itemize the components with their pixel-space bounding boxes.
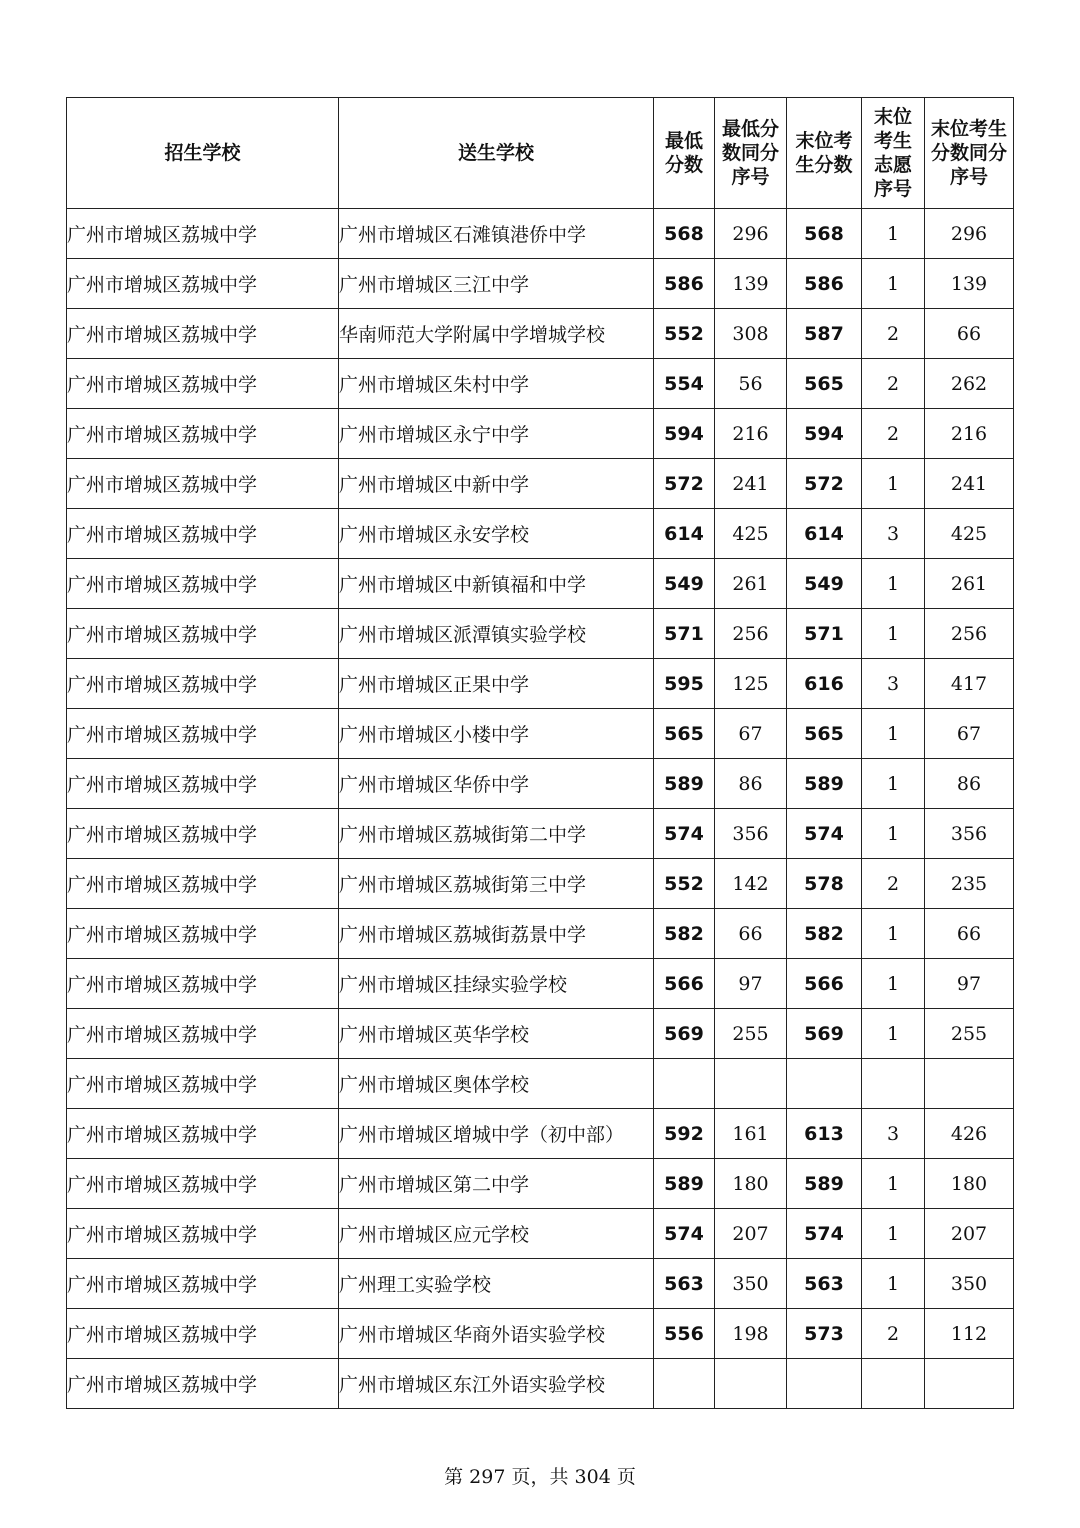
table-row	[67, 909, 1014, 959]
min-score-cell: 592	[654, 1109, 715, 1159]
last-choice-rank-cell: 1	[862, 1009, 925, 1059]
last-choice-rank-cell: 3	[862, 659, 925, 709]
last-score-rank-cell: 261	[925, 559, 1014, 609]
last-choice-rank-cell: 1	[862, 459, 925, 509]
last-choice-rank-cell: 1	[862, 759, 925, 809]
table-header-row	[67, 98, 1014, 209]
table-row	[67, 809, 1014, 859]
sending-school-cell: 广州市增城区永宁中学	[339, 409, 654, 459]
enroll-school-cell: 广州市增城区荔城中学	[67, 659, 339, 709]
table-row	[67, 659, 1014, 709]
min-score-rank-cell: 255	[715, 1009, 787, 1059]
last-choice-rank-cell: 3	[862, 1109, 925, 1159]
enroll-school-cell: 广州市增城区荔城中学	[67, 359, 339, 409]
last-score-rank-cell: 350	[925, 1259, 1014, 1309]
min-score-rank-cell: 425	[715, 509, 787, 559]
min-score-rank-cell: 142	[715, 859, 787, 909]
last-score-cell: 586	[787, 259, 862, 309]
table-row	[67, 1159, 1014, 1209]
admission-table	[66, 97, 1014, 1409]
enroll-school-cell: 广州市增城区荔城中学	[67, 1009, 339, 1059]
header-enroll-school: 招生学校	[67, 98, 339, 209]
min-score-cell: 595	[654, 659, 715, 709]
enroll-school-cell: 广州市增城区荔城中学	[67, 1109, 339, 1159]
min-score-rank-cell: 350	[715, 1259, 787, 1309]
last-choice-rank-cell: 1	[862, 259, 925, 309]
last-score-cell: 565	[787, 709, 862, 759]
last-choice-rank-cell: 2	[862, 409, 925, 459]
last-score-cell: 549	[787, 559, 862, 609]
last-score-rank-cell: 241	[925, 459, 1014, 509]
enroll-school-cell: 广州市增城区荔城中学	[67, 509, 339, 559]
min-score-rank-cell: 198	[715, 1309, 787, 1359]
last-score-cell	[787, 1059, 862, 1109]
sending-school-cell: 广州市增城区永安学校	[339, 509, 654, 559]
min-score-cell: 594	[654, 409, 715, 459]
min-score-cell: 571	[654, 609, 715, 659]
sending-school-cell: 广州市增城区增城中学（初中部）	[339, 1109, 654, 1159]
min-score-rank-cell: 125	[715, 659, 787, 709]
enroll-school-cell: 广州市增城区荔城中学	[67, 959, 339, 1009]
min-score-rank-cell: 180	[715, 1159, 787, 1209]
last-score-rank-cell: 139	[925, 259, 1014, 309]
min-score-rank-cell: 161	[715, 1109, 787, 1159]
header-min-score: 最低 分数	[654, 98, 715, 209]
min-score-rank-cell: 86	[715, 759, 787, 809]
min-score-cell	[654, 1059, 715, 1109]
sending-school-cell: 广州市增城区派潭镇实验学校	[339, 609, 654, 659]
last-choice-rank-cell: 3	[862, 509, 925, 559]
min-score-rank-cell: 97	[715, 959, 787, 1009]
min-score-cell: 552	[654, 859, 715, 909]
header-last-choice-rank: 末位 考生 志愿 序号	[862, 98, 925, 209]
min-score-rank-cell	[715, 1359, 787, 1409]
table-row	[67, 509, 1014, 559]
table-row	[67, 309, 1014, 359]
last-choice-rank-cell: 1	[862, 1209, 925, 1259]
enroll-school-cell: 广州市增城区荔城中学	[67, 809, 339, 859]
last-choice-rank-cell: 1	[862, 559, 925, 609]
table-row	[67, 759, 1014, 809]
sending-school-cell: 广州市增城区荔城街第二中学	[339, 809, 654, 859]
last-choice-rank-cell: 2	[862, 1309, 925, 1359]
last-score-cell: 563	[787, 1259, 862, 1309]
last-score-rank-cell: 296	[925, 209, 1014, 259]
last-score-rank-cell: 255	[925, 1009, 1014, 1059]
min-score-rank-cell: 139	[715, 259, 787, 309]
last-score-rank-cell: 356	[925, 809, 1014, 859]
last-score-rank-cell: 66	[925, 909, 1014, 959]
last-score-rank-cell: 425	[925, 509, 1014, 559]
last-choice-rank-cell	[862, 1059, 925, 1109]
last-choice-rank-cell: 2	[862, 359, 925, 409]
min-score-cell: 586	[654, 259, 715, 309]
last-score-cell: 587	[787, 309, 862, 359]
sending-school-cell: 广州市增城区朱村中学	[339, 359, 654, 409]
last-score-rank-cell: 235	[925, 859, 1014, 909]
sending-school-cell: 广州市增城区第二中学	[339, 1159, 654, 1209]
min-score-cell: 568	[654, 209, 715, 259]
enroll-school-cell: 广州市增城区荔城中学	[67, 909, 339, 959]
table-row	[67, 959, 1014, 1009]
last-score-rank-cell: 112	[925, 1309, 1014, 1359]
min-score-rank-cell: 56	[715, 359, 787, 409]
enroll-school-cell: 广州市增城区荔城中学	[67, 259, 339, 309]
min-score-rank-cell: 241	[715, 459, 787, 509]
last-score-rank-cell: 426	[925, 1109, 1014, 1159]
table-row	[67, 859, 1014, 909]
enroll-school-cell: 广州市增城区荔城中学	[67, 1309, 339, 1359]
enroll-school-cell: 广州市增城区荔城中学	[67, 309, 339, 359]
last-score-cell: 616	[787, 659, 862, 709]
last-score-cell: 589	[787, 759, 862, 809]
last-score-rank-cell: 207	[925, 1209, 1014, 1259]
last-score-cell: 566	[787, 959, 862, 1009]
min-score-cell: 582	[654, 909, 715, 959]
enroll-school-cell: 广州市增城区荔城中学	[67, 559, 339, 609]
min-score-cell: 563	[654, 1259, 715, 1309]
min-score-rank-cell: 296	[715, 209, 787, 259]
min-score-cell: 589	[654, 1159, 715, 1209]
last-choice-rank-cell: 2	[862, 309, 925, 359]
table-row	[67, 1109, 1014, 1159]
last-score-rank-cell: 180	[925, 1159, 1014, 1209]
min-score-cell: 614	[654, 509, 715, 559]
enroll-school-cell: 广州市增城区荔城中学	[67, 859, 339, 909]
min-score-cell: 574	[654, 1209, 715, 1259]
sending-school-cell: 广州市增城区中新中学	[339, 459, 654, 509]
min-score-cell: 565	[654, 709, 715, 759]
table-row	[67, 1009, 1014, 1059]
enroll-school-cell: 广州市增城区荔城中学	[67, 1359, 339, 1409]
last-score-cell: 571	[787, 609, 862, 659]
table-row	[67, 459, 1014, 509]
last-score-rank-cell: 417	[925, 659, 1014, 709]
last-score-cell: 594	[787, 409, 862, 459]
min-score-cell: 554	[654, 359, 715, 409]
last-score-cell: 569	[787, 1009, 862, 1059]
min-score-cell: 552	[654, 309, 715, 359]
last-choice-rank-cell: 1	[862, 1259, 925, 1309]
last-score-cell: 573	[787, 1309, 862, 1359]
table-row	[67, 1309, 1014, 1359]
min-score-rank-cell: 66	[715, 909, 787, 959]
min-score-rank-cell: 67	[715, 709, 787, 759]
enroll-school-cell: 广州市增城区荔城中学	[67, 1059, 339, 1109]
last-score-cell: 574	[787, 809, 862, 859]
min-score-rank-cell: 207	[715, 1209, 787, 1259]
last-score-rank-cell	[925, 1059, 1014, 1109]
min-score-rank-cell: 261	[715, 559, 787, 609]
min-score-rank-cell	[715, 1059, 787, 1109]
min-score-rank-cell: 356	[715, 809, 787, 859]
header-sending-school: 送生学校	[339, 98, 654, 209]
last-score-rank-cell: 66	[925, 309, 1014, 359]
last-choice-rank-cell	[862, 1359, 925, 1409]
min-score-rank-cell: 216	[715, 409, 787, 459]
min-score-cell: 574	[654, 809, 715, 859]
sending-school-cell: 广州市增城区正果中学	[339, 659, 654, 709]
table-row	[67, 709, 1014, 759]
min-score-cell: 572	[654, 459, 715, 509]
last-score-cell: 574	[787, 1209, 862, 1259]
last-score-cell: 614	[787, 509, 862, 559]
sending-school-cell: 广州市增城区石滩镇港侨中学	[339, 209, 654, 259]
sending-school-cell: 广州市增城区三江中学	[339, 259, 654, 309]
last-choice-rank-cell: 1	[862, 209, 925, 259]
min-score-rank-cell: 308	[715, 309, 787, 359]
last-choice-rank-cell: 1	[862, 809, 925, 859]
last-choice-rank-cell: 1	[862, 959, 925, 1009]
last-score-cell	[787, 1359, 862, 1409]
last-score-rank-cell: 256	[925, 609, 1014, 659]
last-choice-rank-cell: 2	[862, 859, 925, 909]
sending-school-cell: 广州市增城区荔城街第三中学	[339, 859, 654, 909]
last-score-rank-cell: 216	[925, 409, 1014, 459]
table-row	[67, 209, 1014, 259]
min-score-cell: 589	[654, 759, 715, 809]
enroll-school-cell: 广州市增城区荔城中学	[67, 459, 339, 509]
header-min-score-rank: 最低分 数同分 序号	[715, 98, 787, 209]
sending-school-cell: 广州市增城区奥体学校	[339, 1059, 654, 1109]
table-row	[67, 259, 1014, 309]
min-score-cell: 569	[654, 1009, 715, 1059]
sending-school-cell: 广州市增城区中新镇福和中学	[339, 559, 654, 609]
enroll-school-cell: 广州市增城区荔城中学	[67, 209, 339, 259]
last-score-cell: 565	[787, 359, 862, 409]
last-score-cell: 568	[787, 209, 862, 259]
enroll-school-cell: 广州市增城区荔城中学	[67, 1209, 339, 1259]
sending-school-cell: 广州市增城区华商外语实验学校	[339, 1309, 654, 1359]
table-row	[67, 609, 1014, 659]
last-choice-rank-cell: 1	[862, 1159, 925, 1209]
sending-school-cell: 广州市增城区荔城街荔景中学	[339, 909, 654, 959]
enroll-school-cell: 广州市增城区荔城中学	[67, 759, 339, 809]
sending-school-cell: 广州市增城区华侨中学	[339, 759, 654, 809]
table-row	[67, 409, 1014, 459]
sending-school-cell: 广州市增城区英华学校	[339, 1009, 654, 1059]
enroll-school-cell: 广州市增城区荔城中学	[67, 609, 339, 659]
enroll-school-cell: 广州市增城区荔城中学	[67, 1159, 339, 1209]
page-footer: 第 297 页，共 304 页	[444, 1466, 636, 1488]
table-row	[67, 559, 1014, 609]
last-score-rank-cell: 67	[925, 709, 1014, 759]
last-score-cell: 572	[787, 459, 862, 509]
last-choice-rank-cell: 1	[862, 709, 925, 759]
enroll-school-cell: 广州市增城区荔城中学	[67, 709, 339, 759]
sending-school-cell: 广州市增城区东江外语实验学校	[339, 1359, 654, 1409]
last-score-cell: 589	[787, 1159, 862, 1209]
enroll-school-cell: 广州市增城区荔城中学	[67, 409, 339, 459]
table-row	[67, 1259, 1014, 1309]
last-score-rank-cell	[925, 1359, 1014, 1409]
sending-school-cell: 广州市增城区应元学校	[339, 1209, 654, 1259]
min-score-cell	[654, 1359, 715, 1409]
table-row	[67, 1359, 1014, 1409]
min-score-cell: 549	[654, 559, 715, 609]
table-row	[67, 359, 1014, 409]
min-score-cell: 566	[654, 959, 715, 1009]
header-last-score: 末位考 生分数	[787, 98, 862, 209]
last-choice-rank-cell: 1	[862, 609, 925, 659]
sending-school-cell: 广州市增城区挂绿实验学校	[339, 959, 654, 1009]
min-score-cell: 556	[654, 1309, 715, 1359]
sending-school-cell: 广州市增城区小楼中学	[339, 709, 654, 759]
table-row	[67, 1209, 1014, 1259]
last-score-cell: 578	[787, 859, 862, 909]
header-last-score-rank: 末位考生 分数同分 序号	[925, 98, 1014, 209]
last-score-rank-cell: 262	[925, 359, 1014, 409]
last-score-cell: 613	[787, 1109, 862, 1159]
sending-school-cell: 广州理工实验学校	[339, 1259, 654, 1309]
last-score-cell: 582	[787, 909, 862, 959]
last-choice-rank-cell: 1	[862, 909, 925, 959]
last-score-rank-cell: 97	[925, 959, 1014, 1009]
last-score-rank-cell: 86	[925, 759, 1014, 809]
enroll-school-cell: 广州市增城区荔城中学	[67, 1259, 339, 1309]
min-score-rank-cell: 256	[715, 609, 787, 659]
table-row	[67, 1059, 1014, 1109]
sending-school-cell: 华南师范大学附属中学增城学校	[339, 309, 654, 359]
